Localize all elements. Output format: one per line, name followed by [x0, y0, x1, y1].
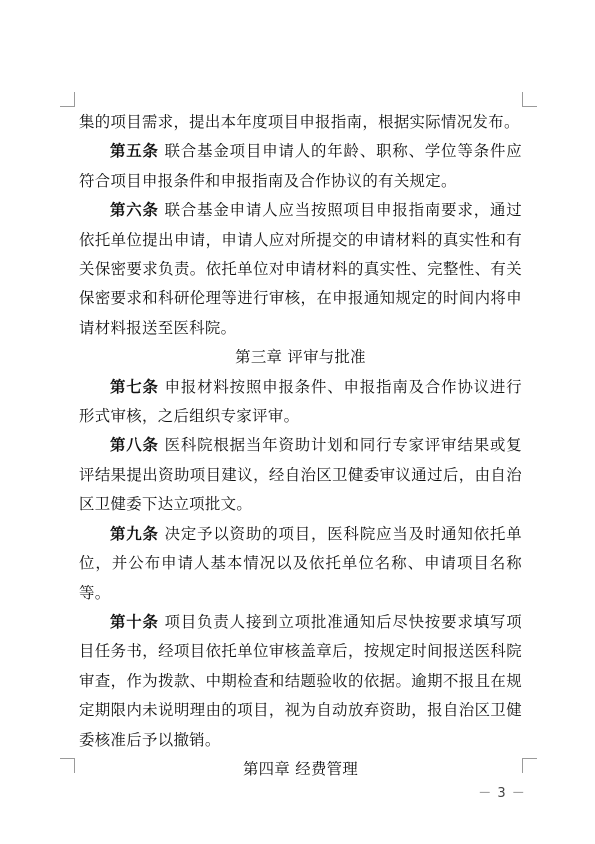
- article-paragraph: [79, 608, 522, 755]
- article-number: 第七条: [110, 377, 159, 396]
- paragraph-text: 集的项目需求，提出本年度项目申报指南，根据实际情况发布。: [79, 113, 520, 131]
- article-number: 第八条: [110, 436, 159, 455]
- chapter-heading: 第四章 经费管理: [242, 759, 359, 778]
- paragraph-text: 联合基金项目申请人的年龄、职称、学位等条件应符合项目申报条件和申报指南及合作协议的有关规定。: [79, 142, 522, 190]
- margin-mark-top-left: [60, 92, 75, 107]
- article-paragraph: [79, 196, 522, 343]
- paragraph-text: 申报材料按照申报条件、申报指南及合作协议进行形式审核，之后组织专家评审。: [79, 377, 522, 426]
- article-paragraph: [79, 137, 522, 196]
- article-number: 第九条: [110, 524, 159, 543]
- page-number: － 3 －: [478, 786, 526, 801]
- document-body: [79, 108, 522, 784]
- article-number: 第六条: [110, 201, 159, 220]
- paragraph-continuation: [79, 108, 522, 137]
- margin-mark-bottom-right: [522, 758, 537, 773]
- chapter-heading: 第三章 评审与批准: [235, 348, 366, 367]
- paragraph-text: 医科院根据当年资助计划和同行专家评审结果或复评结果提出资助项目建议，经自治区卫健委审议通过后，由自治区卫健委下达立项批文。: [79, 436, 522, 514]
- article-paragraph: [79, 431, 522, 519]
- paragraph-text: 联合基金申请人应当按照项目申报指南要求，通过依托单位提出申请，申请人应对所提交的申请材料的真实性和有关保密要求负责。依托单位对申请材料的真实性、完整性、有关保密要求和科研伦理等进行审核，在申报通知规定的时间内将申请材料报送至医科院。: [79, 201, 522, 337]
- article-paragraph: [79, 520, 522, 608]
- paragraph-text: 决定予以资助的项目，医科院应当及时通知依托单位，并公布申请人基本情况以及依托单位名称、申请项目名称等。: [79, 524, 522, 602]
- article-paragraph: [79, 373, 522, 432]
- paragraph-text: 项目负责人接到立项批准通知后尽快按要求填写项目任务书，经项目依托单位审核盖章后，按规定时间报送医科院审查，作为拨款、中期检查和结题验收的依据。逾期不报且在规定期限内未说明理由的项目，视为自动放弃资助，报自治区卫健委核准后予以撤销。: [79, 612, 522, 749]
- article-number: 第十条: [110, 612, 159, 631]
- article-number: 第五条: [110, 142, 159, 161]
- margin-mark-top-right: [522, 92, 537, 107]
- margin-mark-bottom-left: [60, 758, 75, 773]
